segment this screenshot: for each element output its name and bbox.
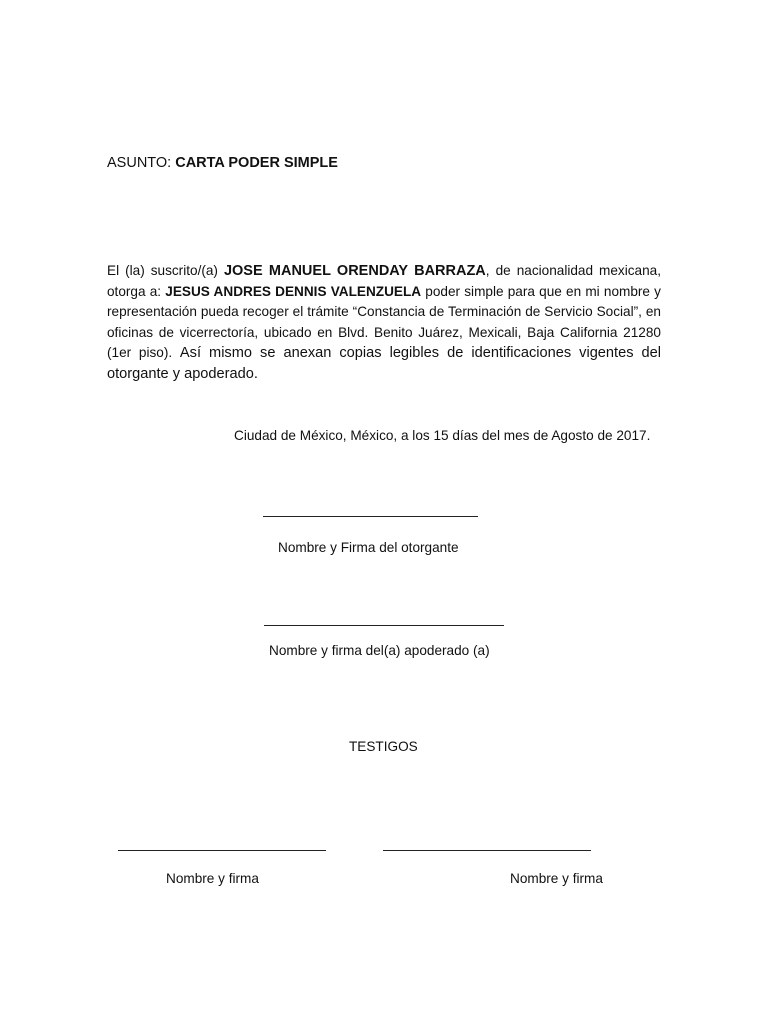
witness2-signature-line bbox=[383, 850, 591, 851]
grantor-signature-caption: Nombre y Firma del otorgante bbox=[278, 540, 459, 555]
body-nationality: , de nacionalidad mexicana, otorga a: bbox=[107, 263, 662, 299]
attorney-signature-line bbox=[264, 625, 504, 626]
place-date: Ciudad de México, México, a los 15 días del mes de Agosto de 2017. bbox=[234, 428, 651, 443]
body-paragraph bbox=[107, 261, 661, 384]
witness1-signature-line bbox=[118, 850, 326, 851]
witnesses-heading: TESTIGOS bbox=[349, 739, 418, 754]
subject-label: ASUNTO: bbox=[107, 155, 176, 171]
body-purpose: poder simple para que en mi nombre y representación pueda recoger el trámite “Constancia de Terminación de Servicio Social”, en oficinas de vicerrectoría, ubicado en Blvd. Benito Juárez, Mexicali, Baja California 21280 (1er piso). bbox=[107, 283, 661, 360]
grantor-signature-line bbox=[263, 516, 478, 517]
grantor-name: JOSE MANUEL ORENDAY BARRAZA bbox=[223, 263, 486, 279]
witness1-signature-caption: Nombre y firma bbox=[166, 871, 259, 886]
body-annex: Así mismo se anexan copias legibles de identificaciones vigentes del otorgante y apoderado. bbox=[107, 345, 662, 382]
subject-line bbox=[107, 153, 338, 173]
attorney-signature-caption: Nombre y firma del(a) apoderado (a) bbox=[269, 643, 490, 658]
body-intro: El (la) suscrito/(a) bbox=[107, 263, 224, 278]
subject-value: CARTA PODER SIMPLE bbox=[175, 155, 338, 171]
witness2-signature-caption: Nombre y firma bbox=[510, 871, 603, 886]
attorney-name: JESUS ANDRES DENNIS VALENZUELA bbox=[165, 283, 422, 299]
